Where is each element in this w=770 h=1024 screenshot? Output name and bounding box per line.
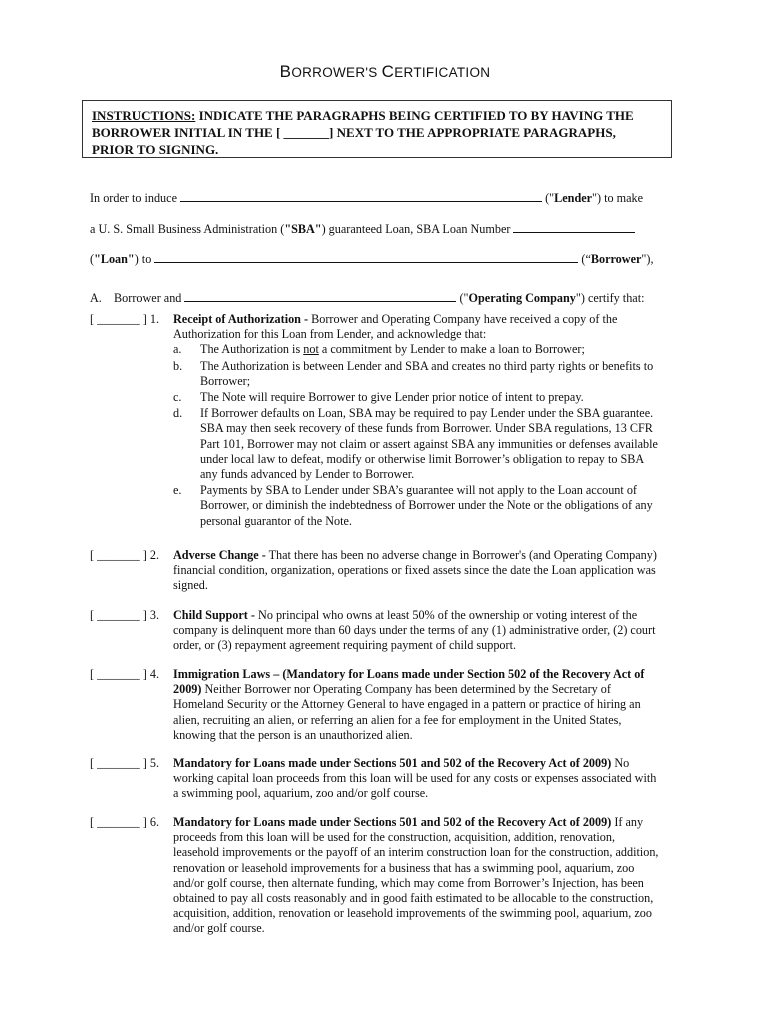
instructions-box bbox=[82, 100, 672, 158]
paragraph-6: [ _______ ] 6. Mandatory for Loans made under Sections 501 and 502 of the Recovery Act of 2009) If any proceeds from this loan will be used for the construction, acquisition, addition, renovation, leasehold improvements or the payoff of an interim construction loan for the construction, addition, renovation or leasehold improvements for a business that has a swimming pool, aquarium, zoo and/or golf course, then alternate funding, which may come from Borrower’s Injection, has been obtained to pay all costs reasonably and in good faith estimated to be allocable to the construction, acquisition, addition, renovation or leasehold improvements of the swimming pool, aquarium, zoo and/or golf course. bbox=[90, 815, 659, 936]
instructions-line-2: BORROWER INITIAL IN THE [ _______] NEXT TO THE APPROPRIATE PARAGRAPHS, bbox=[92, 125, 616, 140]
sba-loan-number-field[interactable] bbox=[513, 221, 635, 233]
induce-line: In order to induce ("Lender") to make bbox=[90, 191, 644, 205]
initial-box-1[interactable]: [ _______ ] 1. bbox=[90, 312, 160, 326]
sba-line: a U. S. Small Business Administration ("SBA") guaranteed Loan, SBA Loan Number bbox=[90, 221, 635, 237]
paragraph-2: [ _______ ] 2. Adverse Change - That there has been no adverse change in Borrower's (and Operating Company) financial condition, organization, operations or fixed assets since the date the Loan application was signed. bbox=[90, 548, 657, 593]
paragraph-5: [ _______ ] 5. Mandatory for Loans made under Sections 501 and 502 of the Recovery Act of 2009) No working capital loan proceeds from this loan will be used for any costs or expenses associated with a swimming pool, aquarium, zoo and/or golf course. bbox=[90, 756, 657, 801]
initial-box-5[interactable]: [ _______ ] 5. bbox=[90, 756, 160, 770]
initial-box-3[interactable]: [ _______ ] 3. bbox=[90, 608, 160, 622]
initial-box-6[interactable]: [ _______ ] 6. bbox=[90, 815, 160, 829]
list-item: b. The Authorization is between Lender and SBA and creates no third party rights or benefits to Borrower; bbox=[173, 358, 654, 388]
list-item: d. If Borrower defaults on Loan, SBA may be required to pay Lender under the SBA guarantee. SBA may then seek recovery of these funds from Borrower. Under SBA regulations, 13 CFR Part 101, Borrower may not claim or assert against SBA any immunities or defenses available under local law to defeat, modify or otherwise limit Borrower’s obligation to repay to SBA any funds advanced by Lender to Borrower. bbox=[173, 406, 658, 482]
borrower-name-field[interactable] bbox=[154, 251, 578, 263]
paragraph-4: [ _______ ] 4. Immigration Laws – (Mandatory for Loans made under Section 502 of the Recovery Act of 2009) Neither Borrower nor Operating Company has been determined by the Secretary of Homeland Security or the Attorney General to have engaged in a pattern or practice of hiring an alien, recruiting an alien, or referring an alien for a fee for employment in the United States, knowing that the person is an unauthorized alien. bbox=[90, 667, 645, 742]
initial-box-2[interactable]: [ _______ ] 2. bbox=[90, 548, 160, 562]
list-item: c. The Note will require Borrower to give Lender prior notice of intent to prepay. bbox=[173, 390, 584, 405]
initial-box-4[interactable]: [ _______ ] 4. bbox=[90, 667, 160, 681]
loan-line: ("Loan") to (“Borrower"), bbox=[90, 252, 654, 266]
list-item: a. The Authorization is not a commitment by Lender to make a loan to Borrower; bbox=[173, 342, 585, 357]
list-item: e. Payments by SBA to Lender under SBA’s guarantee will not apply to the Loan account of Borrower, or diminish the indebtedness of Borrower under the Note or the obligations of any personal guarantor of the Note. bbox=[173, 483, 653, 528]
lender-name-field[interactable] bbox=[180, 190, 542, 202]
operating-company-line: A. Borrower and ("Operating Company") certify that: bbox=[90, 291, 645, 305]
operating-company-field[interactable] bbox=[184, 290, 456, 302]
instructions-line-1: INSTRUCTIONS: INDICATE THE PARAGRAPHS BEING CERTIFIED TO BY HAVING THE bbox=[92, 108, 634, 123]
instructions-line-3: PRIOR TO SIGNING. bbox=[92, 142, 219, 157]
page-title: BORROWER'S CERTIFICATION bbox=[279, 62, 491, 81]
paragraph-3: [ _______ ] 3. Child Support - No principal who owns at least 50% of the ownership or voting interest of the company is delinquent more than 60 days under the terms of any (1) administrative order, (2) court order, or (3) repayment agreement requiring payment of child support. bbox=[90, 608, 656, 653]
paragraph-1: [ _______ ] 1. Receipt of Authorization - Borrower and Operating Company have received a copy of the Authorization for this Loan from Lender, and acknowledge that: a. The Authorization is not a commitment by Lender to make a loan to Borrower; b. The Authorization is between Lender and SBA and creates no third party rights or benefits to Borrower; c. The Note will require Borrower to give Lender prior notice of intent to prepay. d. If Borrower defaults on Loan, SBA may be required to pay Lender under the SBA guarantee. SBA may then seek recovery of these funds from Borrower. Under SBA regulations, 13 CFR Part 101, Borrower may not claim or assert against SBA any immunities or defenses available under local law to defeat, modify or otherwise limit Borrower’s obligation to repay to SBA any funds advanced by Lender to Borrower. e. Payments by SBA to Lender under SBA’s guarantee will not apply to the Loan account of Borrower, or diminish the indebtedness of Borrower under the Note or the obligations of any personal guarantor of the Note. bbox=[90, 312, 690, 529]
